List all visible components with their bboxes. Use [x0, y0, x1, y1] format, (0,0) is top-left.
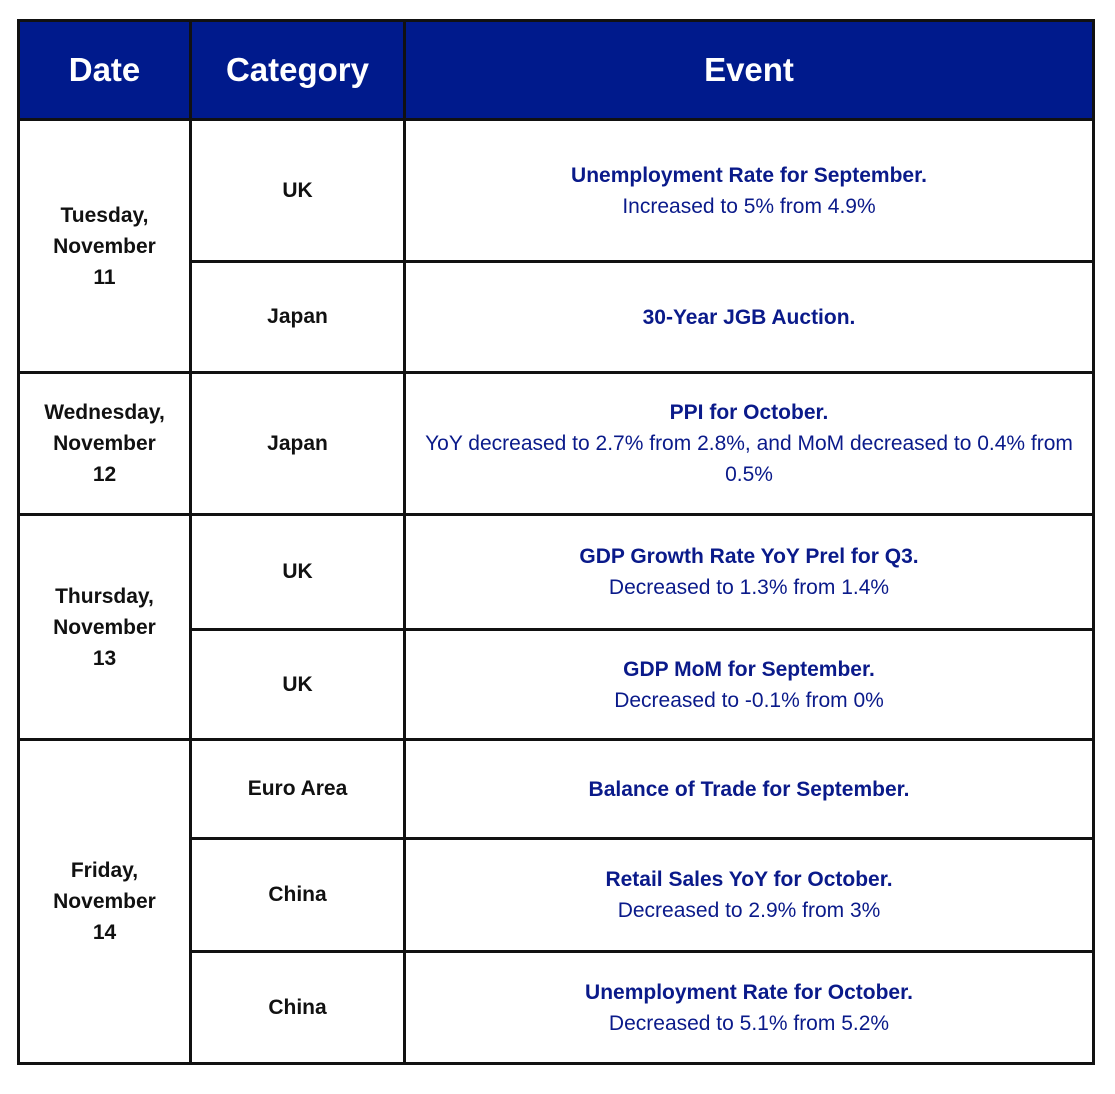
- category-cell: China: [191, 839, 405, 952]
- date-cell: [19, 740, 191, 1064]
- event-title: Retail Sales YoY for October.: [605, 868, 893, 891]
- date-cell: [19, 120, 191, 373]
- category-cell: UK: [191, 120, 405, 262]
- date-day: 13: [92, 646, 117, 670]
- event-title: Balance of Trade for September.: [588, 777, 910, 801]
- event-cell: [405, 120, 1094, 262]
- event-cell: [405, 839, 1094, 952]
- date-month: November: [53, 432, 156, 455]
- table-header: [19, 21, 1094, 120]
- event-detail: Increased to 5% from 4.9%: [622, 194, 876, 218]
- date-month: November: [53, 615, 156, 639]
- event-detail: Decreased to -0.1% from 0%: [614, 688, 884, 712]
- table-row: [19, 373, 1094, 515]
- table-row: [19, 740, 1094, 839]
- header-event: Event: [405, 21, 1094, 120]
- category-cell: UK: [191, 515, 405, 630]
- event-cell: [405, 630, 1094, 740]
- category-cell: UK: [191, 630, 405, 740]
- date-cell: [19, 373, 191, 515]
- event-cell: [405, 740, 1094, 839]
- event-title: Unemployment Rate for October.: [585, 980, 913, 1004]
- header-category: Category: [191, 21, 405, 120]
- date-day: 11: [93, 265, 116, 289]
- category-cell: Japan: [191, 262, 405, 373]
- date-month: November: [53, 890, 156, 913]
- date-month: November: [53, 234, 156, 258]
- header-date: Date: [19, 21, 191, 120]
- event-title: GDP Growth Rate YoY Prel for Q3.: [579, 545, 919, 568]
- event-title: PPI for October.: [669, 401, 829, 424]
- category-cell: Japan: [191, 373, 405, 515]
- economic-calendar-table: [17, 19, 1095, 1065]
- event-detail: Decreased to 2.9% from 3%: [617, 899, 881, 922]
- event-cell: [405, 515, 1094, 630]
- table-body: [19, 120, 1094, 1064]
- event-cell: [405, 952, 1094, 1064]
- event-title: GDP MoM for September.: [623, 657, 875, 681]
- table-row: [19, 120, 1094, 262]
- event-detail: Decreased to 5.1% from 5.2%: [608, 1011, 890, 1035]
- date-cell: [19, 515, 191, 740]
- table-row: [19, 515, 1094, 630]
- category-cell: China: [191, 952, 405, 1064]
- event-cell: [405, 373, 1094, 515]
- date-weekday: Tuesday,: [60, 203, 149, 227]
- date-day: 14: [92, 921, 117, 944]
- event-cell: [405, 262, 1094, 373]
- header-row: [19, 21, 1094, 120]
- category-cell: Euro Area: [191, 740, 405, 839]
- date-weekday: Thursday,: [55, 584, 154, 608]
- event-title: 30-Year JGB Auction.: [642, 305, 856, 329]
- date-weekday: Wednesday,: [44, 401, 165, 424]
- date-weekday: Friday,: [70, 859, 139, 882]
- date-day: 12: [92, 463, 117, 486]
- event-title: Unemployment Rate for September.: [571, 163, 927, 187]
- event-detail: Decreased to 1.3% from 1.4%: [608, 576, 890, 599]
- event-detail: YoY decreased to 2.7% from 2.8%, and MoM decreased to 0.4% from 0.5%: [425, 432, 1073, 486]
